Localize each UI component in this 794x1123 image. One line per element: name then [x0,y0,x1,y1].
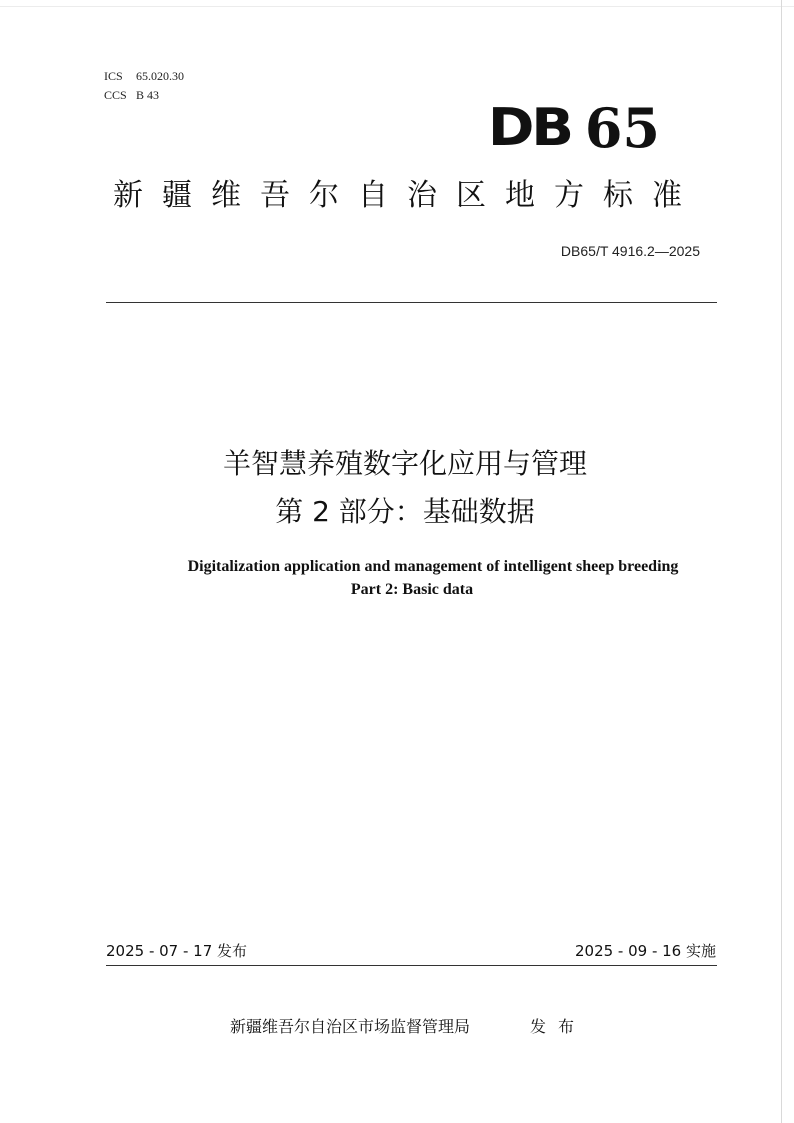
issue-date: 2025 - 07 - 17 发布 [106,942,248,960]
ccs-classification [104,88,159,102]
ics-value: 65.020.30 [136,69,184,83]
ics-classification [104,69,184,83]
ics-label: ICS [104,69,123,83]
header-divider [106,302,717,303]
standard-code: DB65/T 4916.2—2025 [560,243,700,259]
standard-type-heading: 新疆维吾尔自治区地方标准 [113,178,701,213]
implementation-date: 2025 - 09 - 16 实施 [574,942,716,960]
publish-action: 发布 [530,1017,587,1036]
db-mark-number: 65 [584,96,660,160]
footer-divider [106,965,717,966]
publisher-name: 新疆维吾尔自治区市场监督管理局 [230,1017,471,1036]
scan-border-top [0,6,794,7]
title-english-line-1: Digitalization application and management of intelligent sheep breeding [187,558,679,575]
db-mark-prefix: DB [487,98,571,158]
title-chinese-line-2: 第 2 部分：基础数据 [275,495,535,528]
title-english-line-2: Part 2: Basic data [350,581,474,598]
db65-standard-mark [487,94,660,160]
title-chinese-line-1: 羊智慧养殖数字化应用与管理 [222,447,587,480]
ccs-value: B 43 [136,88,160,102]
ccs-label: CCS [104,88,127,102]
